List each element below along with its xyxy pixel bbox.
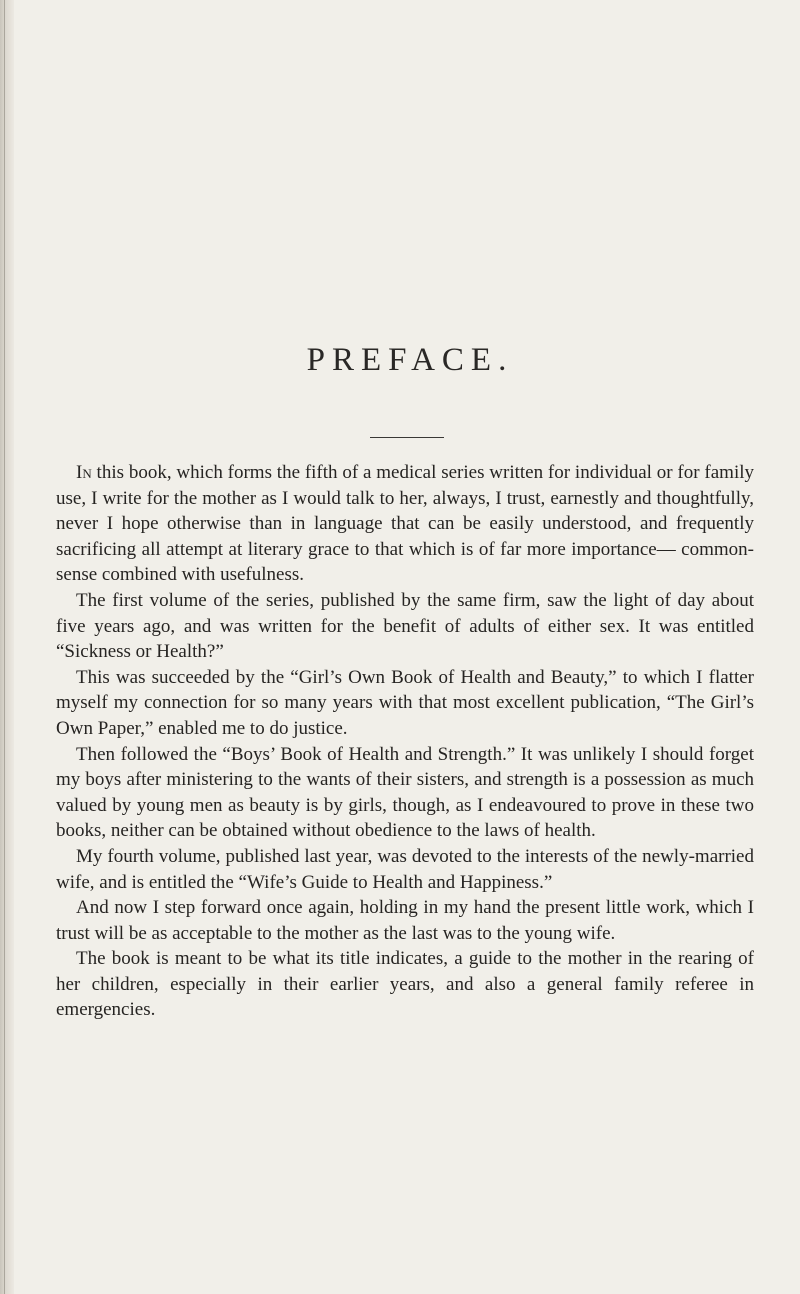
paragraph-1 [56, 460, 754, 588]
paragraph-3: This was succeeded by the “Girl’s Own Book of Health and Beauty,” to which I flatter myself my connection for so many years with that most excellent publication, “The Girl’s Own Paper,” enabled me to do justice. [56, 666, 754, 739]
paragraph-lead-word: In [76, 462, 92, 483]
paragraph-5: My fourth volume, published last year, was devoted to the interests of the newly-married wife, and is entitled the “Wife’s Guide to Health and Happiness.” [56, 845, 754, 893]
paragraph-text: this book, which forms the fifth of a medical series written for individual or for family use, I write for the mother as I would talk to her, always, I trust, earnestly and thoughtfully, never I hope otherwise than in language that can be easily understood, and frequently sacrificing all attempt at literary grace to that which is of far more importance— common-sense combined with usefulness. [56, 462, 754, 586]
binding-edge [4, 0, 5, 1294]
paragraph-2: The first volume of the series, published by the same firm, saw the light of day about five years ago, and was written for the benefit of adults of either sex. It was entitled “Sickness or Health?” [56, 589, 754, 663]
paragraph-4: Then followed the “Boys’ Book of Health and Strength.” It was unlikely I should forget my boys after ministering to the wants of their sisters, and strength is a possession as much valued by young men as beauty is by girls, though, as I endeavoured to prove in these two books, neither can be obtained without obedience to the laws of health. [56, 743, 754, 842]
page-gutter-shadow [0, 0, 14, 1294]
paragraph-6: And now I step forward once again, holding in my hand the present little work, which I trust will be as acceptable to the mother as the last was to the young wife. [56, 897, 754, 944]
title-rule [370, 437, 444, 438]
paragraph-7: The book is meant to be what its title indicates, a guide to the mother in the rearing of her children, especially in their earlier years, and also a general family referee in emergencies. [56, 948, 754, 1021]
preface-body [56, 460, 754, 1023]
page-title: PREFACE. [306, 342, 514, 378]
